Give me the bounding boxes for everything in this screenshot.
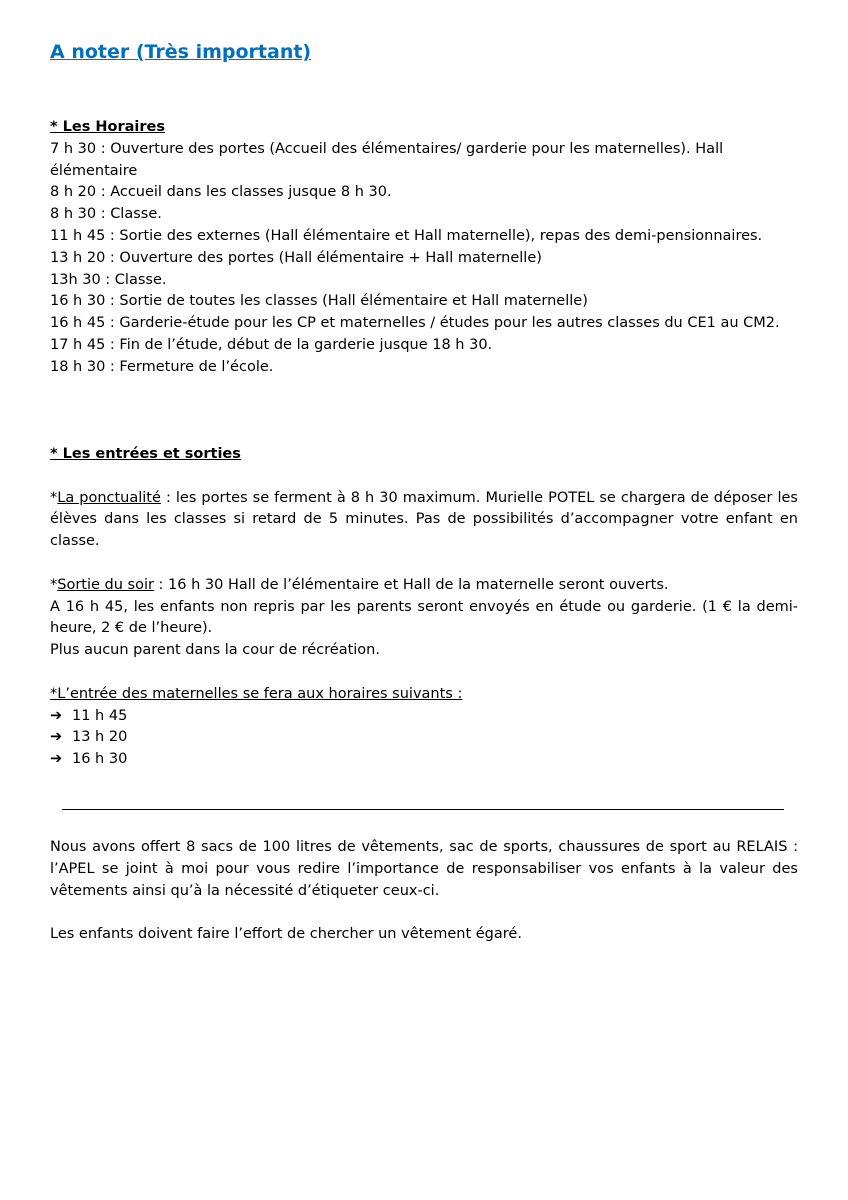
sortie-label: Sortie du soir [57, 576, 154, 593]
horaires-first-line-cont: élémentaire [50, 162, 138, 179]
horaires-line: 16 h 30 : Sortie de toutes les classes (Hall élémentaire et Hall maternelle) [50, 293, 588, 310]
horaires-line: 17 h 45 : Fin de l’étude, début de la garderie jusque 18 h 30. [50, 336, 493, 353]
horaires-first-line: 7 h 30 : Ouverture des portes (Accueil des élémentaires/ garderie pour les maternelles). Hall [50, 140, 724, 157]
horaires-line: 16 h 45 : Garderie-étude pour les CP et maternelles / études pour les autres classes du CE1 au CM2. [50, 315, 780, 332]
arrow-right-icon: ➔ [50, 751, 63, 768]
sortie-star: * [50, 576, 58, 593]
sortie-paragraph [50, 575, 798, 597]
entrees-section [50, 444, 798, 771]
maternelles-time-item [50, 727, 798, 749]
maternelles-time-item [50, 749, 798, 771]
ponctualite-text: : les portes se ferment à 8 h 30 maximum. Murielle POTEL se chargera de déposer les élèves dans les classes si retard de 5 minutes. Pas de possibilités d’accompagner votre enfant en classe. [50, 489, 798, 550]
sortie-last-line: Plus aucun parent dans la cour de récréation. [50, 642, 380, 659]
horaires-line: 13h 30 : Classe. [50, 271, 167, 288]
maternelles-heading: *L’entrée des maternelles se fera aux horaires suivants : [50, 685, 463, 702]
relais-last-line: Les enfants doivent faire l’effort de chercher un vêtement égaré. [50, 926, 522, 943]
horizontal-divider [62, 809, 784, 810]
horaires-line: 8 h 30 : Classe. [50, 206, 162, 223]
relais-section [50, 837, 798, 946]
maternelles-time: 13 h 20 [72, 729, 128, 746]
arrow-right-icon: ➔ [50, 707, 63, 724]
horaires-heading: * Les Horaires [50, 119, 166, 135]
maternelles-time-item [50, 706, 798, 728]
ponctualite-paragraph [50, 488, 798, 553]
sortie-fees-paragraph: A 16 h 45, les enfants non repris par les parents seront envoyés en étude ou garderie. (1 € la demi-heure, 2 € de l’heure). [50, 598, 798, 637]
sortie-text: : 16 h 30 Hall de l’élémentaire et Hall de la maternelle seront ouverts. [153, 576, 669, 593]
maternelles-time: 11 h 45 [72, 707, 128, 724]
horaires-line: 18 h 30 : Fermeture de l’école. [50, 358, 274, 375]
horaires-section [50, 117, 798, 379]
horaires-line: 11 h 45 : Sortie des externes (Hall élémentaire et Hall maternelle), repas des demi-pensionnaires. [50, 227, 763, 244]
relais-paragraph: Nous avons offert 8 sacs de 100 litres de vêtements, sac de sports, chaussures de sport au RELAIS : l’APEL se joint à moi pour vous redire l’importance de responsabiliser vos enfants à la valeur des vêtements ainsi qu’à la nécessité d’étiqueter ceux-ci. [50, 839, 798, 899]
horaires-line: 13 h 20 : Ouverture des portes (Hall élémentaire + Hall maternelle) [50, 249, 542, 266]
page-title: A noter (Très important) [50, 41, 312, 63]
ponctualite-label: La ponctualité [57, 489, 161, 506]
entrees-heading: * Les entrées et sorties [50, 446, 241, 462]
arrow-right-icon: ➔ [50, 729, 63, 746]
maternelles-time: 16 h 30 [72, 751, 128, 768]
ponctualite-star: * [50, 489, 58, 506]
horaires-line: 8 h 20 : Accueil dans les classes jusque 8 h 30. [50, 184, 392, 201]
